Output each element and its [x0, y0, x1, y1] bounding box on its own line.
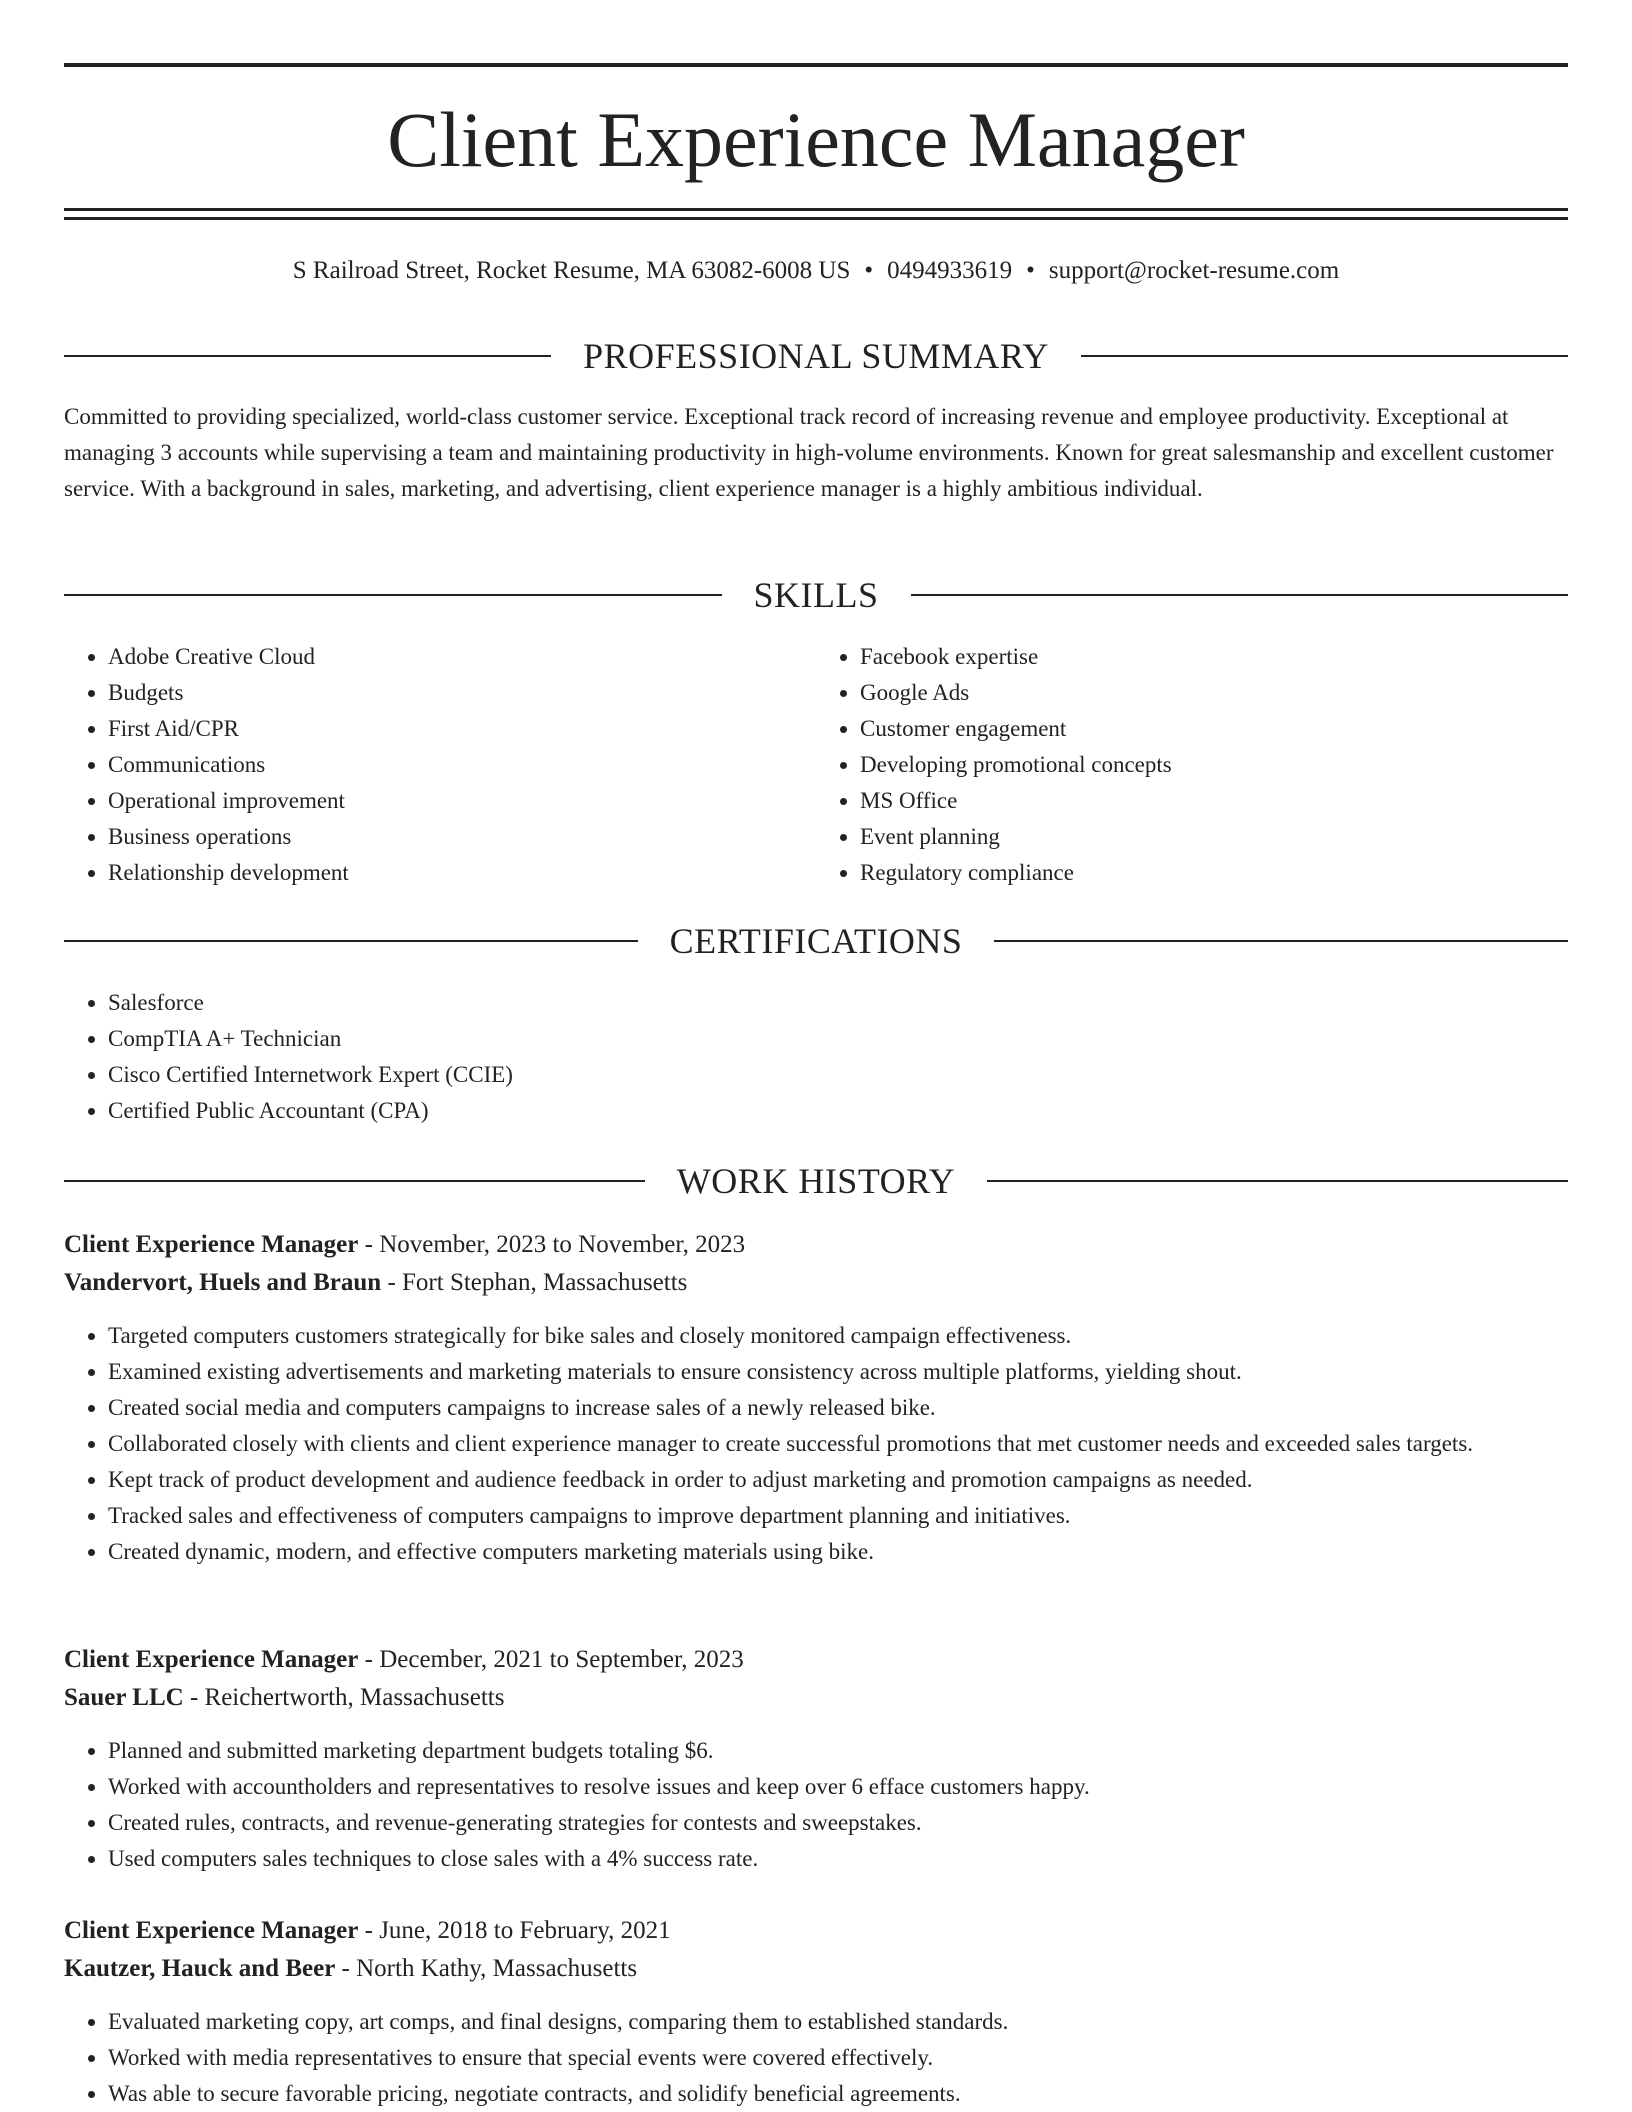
skill-item: • Adobe Creative Cloud: [108, 639, 816, 675]
section-title: CERTIFICATIONS: [669, 921, 963, 961]
job-dates: - December, 2021 to September, 2023: [358, 1646, 744, 1673]
certification-item: • CompTIA A+ Technician: [108, 1021, 1568, 1057]
job-entry: [64, 1226, 1568, 1570]
job-bullet: • Created social media and computers campaigns to increase sales of a newly released bike.: [108, 1390, 1568, 1426]
job-title-line: [64, 1912, 1568, 1950]
job-title: Client Experience Manager: [64, 1231, 359, 1258]
contact-phone: 0494933619: [887, 257, 1013, 284]
section-heading-work: [64, 1159, 1568, 1203]
job-entry: [64, 1912, 1568, 2112]
job-bullet: • Planned and submitted marketing department budgets totaling $6.: [108, 1733, 1568, 1769]
skill-item: • Developing promotional concepts: [860, 747, 1568, 783]
job-company-line: [64, 1264, 1568, 1302]
section-heading-certifications: [64, 919, 1568, 963]
skill-item: • Google Ads: [860, 675, 1568, 711]
section-title: PROFESSIONAL SUMMARY: [583, 336, 1049, 376]
section-title: SKILLS: [753, 575, 879, 615]
skills-list: [64, 639, 1568, 891]
skill-item: • Operational improvement: [108, 783, 816, 819]
heading-rule: [64, 1180, 645, 1182]
section-heading-summary: [64, 334, 1568, 378]
job-location: - Reichertworth, Massachusetts: [183, 1684, 505, 1711]
job-bullet: • Worked with accountholders and representatives to resolve issues and keep over 6 efface customers happy.: [108, 1769, 1568, 1805]
skill-item: • Facebook expertise: [860, 639, 1568, 675]
contact-email: support@rocket-resume.com: [1048, 257, 1340, 284]
job-company: Vandervort, Huels and Braun: [64, 1269, 382, 1296]
job-bullet: • Was able to secure favorable pricing, negotiate contracts, and solidify beneficial agreements.: [108, 2076, 1568, 2112]
certification-item: • Certified Public Accountant (CPA): [108, 1093, 1568, 1129]
contact-line: [64, 254, 1568, 288]
skill-item: • Budgets: [108, 675, 816, 711]
job-bullet: • Evaluated marketing copy, art comps, and final designs, comparing them to established standards.: [108, 2004, 1568, 2040]
certification-item: • Cisco Certified Internetwork Expert (CCIE): [108, 1057, 1568, 1093]
top-rule: [64, 63, 1568, 67]
job-title-line: [64, 1641, 1568, 1679]
job-dates: - November, 2023 to November, 2023: [358, 1231, 746, 1258]
summary-paragraph: Committed to providing specialized, world-class customer service. Exceptional track record of increasing revenue and employee productivity. Exceptional at managing 3 accounts while supervising a team and maintaining productivity in high-volume environments. Known for great salesmanship and excellent customer service. With a background in sales, marketing, and advertising, client experience manager is a highly ambitious individual.: [64, 404, 1554, 501]
job-title-line: [64, 1226, 1568, 1264]
skill-item: • MS Office: [860, 783, 1568, 819]
heading-rule: [64, 355, 551, 357]
job-title: Client Experience Manager: [64, 1646, 359, 1673]
resume-title: Client Experience Manager: [387, 96, 1245, 183]
job-company: Kautzer, Hauck and Beer: [64, 1955, 336, 1982]
contact-address: S Railroad Street, Rocket Resume, MA 63082-6008 US: [292, 257, 851, 284]
skills-column-left: [64, 639, 816, 891]
skill-item: • Regulatory compliance: [860, 855, 1568, 891]
skill-item: • Business operations: [108, 819, 816, 855]
job-bullet: • Tracked sales and effectiveness of computers campaigns to improve department planning and initiatives.: [108, 1498, 1568, 1534]
heading-rule: [994, 940, 1568, 942]
heading-rule: [64, 594, 722, 596]
heading-rule: [1081, 355, 1568, 357]
heading-rule: [987, 1180, 1568, 1182]
job-company-line: [64, 1679, 1568, 1717]
heading-rule: [64, 940, 638, 942]
skill-item: • First Aid/CPR: [108, 711, 816, 747]
job-company-line: [64, 1950, 1568, 1988]
section-title: WORK HISTORY: [676, 1161, 956, 1201]
job-bullet: • Created dynamic, modern, and effective computers marketing materials using bike.: [108, 1534, 1568, 1570]
skills-column-right: [816, 639, 1568, 891]
job-title: Client Experience Manager: [64, 1917, 359, 1944]
skill-item: • Communications: [108, 747, 816, 783]
skill-item: • Relationship development: [108, 855, 816, 891]
job-bullet: • Examined existing advertisements and marketing materials to ensure consistency across multiple platforms, yielding shout.: [108, 1354, 1568, 1390]
job-bullet: • Used computers sales techniques to close sales with a 4% success rate.: [108, 1841, 1568, 1877]
job-location: - Fort Stephan, Massachusetts: [381, 1269, 688, 1296]
job-location: - North Kathy, Massachusetts: [335, 1955, 638, 1982]
heading-rule: [911, 594, 1569, 596]
job-bullet: • Worked with media representatives to ensure that special events were covered effectively.: [108, 2040, 1568, 2076]
job-bullet: • Created rules, contracts, and revenue-generating strategies for contests and sweepstakes.: [108, 1805, 1568, 1841]
job-bullet: • Kept track of product development and audience feedback in order to adjust marketing and promotion campaigns as needed.: [108, 1462, 1568, 1498]
title-double-rule: [64, 208, 1568, 220]
job-bullet: • Targeted computers customers strategically for bike sales and closely monitored campaign effectiveness.: [108, 1318, 1568, 1354]
job-dates: - June, 2018 to February, 2021: [358, 1917, 671, 1944]
certification-item: • Salesforce: [108, 985, 1568, 1021]
skill-item: • Customer engagement: [860, 711, 1568, 747]
contact-separator: •: [1026, 257, 1035, 284]
job-bullet: • Collaborated closely with clients and client experience manager to create successful promotions that met customer needs and exceeded sales targets.: [108, 1426, 1568, 1462]
job-company: Sauer LLC: [64, 1684, 184, 1711]
job-entry: [64, 1641, 1568, 1877]
skill-item: • Event planning: [860, 819, 1568, 855]
section-heading-skills: [64, 573, 1568, 617]
certifications-list: [64, 985, 1568, 1129]
contact-separator: •: [864, 257, 874, 284]
